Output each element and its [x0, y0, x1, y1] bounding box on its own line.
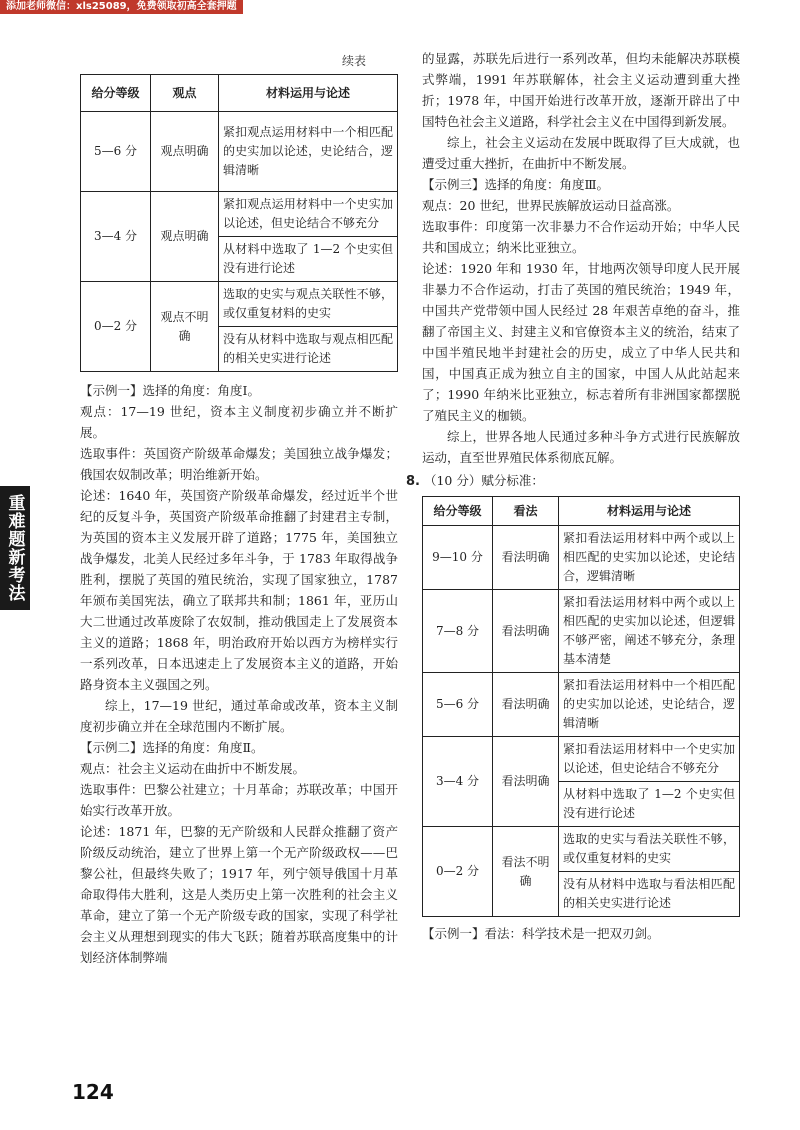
- example-2-view: 观点：社会主义运动在曲折中不断发展。: [80, 761, 306, 776]
- table-row: [81, 112, 398, 192]
- example-1-summary: 综上，17—19 世纪，通过革命或改革，资本主义制度初步确立并在全球范围内不断扩展。: [80, 698, 398, 734]
- grade-level-cell: 5—6 分: [423, 673, 493, 737]
- grade-level-cell: 3—4 分: [81, 192, 151, 282]
- example-2-title: 【示例二】选择的角度：角度Ⅱ。: [80, 740, 264, 755]
- criteria-cell: 紧扣看法运用材料中一个史实加以论述，但史论结合不够充分: [559, 737, 740, 782]
- table-row: [423, 737, 740, 782]
- criteria-cell: 紧扣看法运用材料中两个或以上相匹配的史实加以论述，但逻辑不够严密，阐述不够充分，条理基本清楚: [559, 590, 740, 673]
- table-header-cell: 看法: [493, 497, 559, 526]
- criteria-cell: 没有从材料中选取与看法相匹配的相关史实进行论述: [559, 872, 740, 917]
- view-cell: 看法明确: [493, 526, 559, 590]
- example-2-events: 选取事件：巴黎公社建立；十月革命；苏联改革；中国开始实行改革开放。: [80, 782, 398, 818]
- section-side-tab: 重难题新考法: [0, 486, 30, 610]
- view-cell: 看法不明确: [493, 827, 559, 917]
- grade-level-cell: 0—2 分: [423, 827, 493, 917]
- promo-watermark: 添加老师微信：xls25089，免费领取初高全套押题: [0, 0, 243, 14]
- criteria-cell: 紧扣观点运用材料中一个相匹配的史实加以论述，史论结合，逻辑清晰: [219, 112, 398, 192]
- table-row: [81, 282, 398, 327]
- example-3-argument: 论述：1920 年和 1930 年，甘地两次领导印度人民开展非暴力不合作运动，打击了英国的殖民统治；1949 年，中国共产党带领中国人民经过 28 年艰苦卓绝的奋斗，推翻了帝国主义、封建主义和官僚资本主义的统治，结束了中国半殖民地半封建社会的历史，成立了中华人民共和国，中国真正成为独立自主的国家，中国人从此站起来了；1990 年纳米比亚独立，标志着所有非洲国家都摆脱了殖民主义的枷锁。: [422, 261, 740, 423]
- criteria-cell: 选取的史实与看法关联性不够，或仅重复材料的史实: [559, 827, 740, 872]
- grading-table-1: [80, 74, 398, 372]
- view-cell: 看法明确: [493, 673, 559, 737]
- page-number: 124: [72, 1080, 114, 1104]
- criteria-cell: 没有从材料中选取与观点相匹配的相关史实进行论述: [219, 327, 398, 372]
- table-header-cell: 给分等级: [81, 75, 151, 112]
- grade-level-cell: 0—2 分: [81, 282, 151, 372]
- table-row: [423, 827, 740, 872]
- example-2-argument: 论述：1871 年，巴黎的无产阶级和人民群众推翻了资产阶级反动统治，建立了世界上第一个无产阶级政权——巴黎公社，但最终失败了；1917 年，列宁领导俄国十月革命取得伟大胜利，这是人类历史上第一次胜利的社会主义革命，建立了第一个无产阶级专政的国家，实现了科学社会主义从理想到现实的伟大飞跃；随着苏联高度集中的计划经济体制弊端: [80, 824, 398, 965]
- example-3-title: 【示例三】选择的角度：角度Ⅲ。: [422, 177, 610, 192]
- criteria-cell: 紧扣观点运用材料中一个史实加以论述，但史论结合不够充分: [219, 192, 398, 237]
- table-header-cell: 材料运用与论述: [559, 497, 740, 526]
- table-header-cell: 给分等级: [423, 497, 493, 526]
- criteria-cell: 从材料中选取了 1—2 个史实但没有进行论述: [559, 782, 740, 827]
- view-cell: 看法明确: [493, 590, 559, 673]
- table-row: [423, 673, 740, 737]
- table-row: [423, 590, 740, 673]
- example-1-title: 【示例一】选择的角度：角度Ⅰ。: [80, 383, 260, 398]
- table-row: [81, 192, 398, 237]
- question-8-example-1: 【示例一】看法：科学技术是一把双刃剑。: [422, 926, 660, 941]
- grade-level-cell: 5—6 分: [81, 112, 151, 192]
- example-3-summary: 综上，世界各地人民通过多种斗争方式进行民族解放运动，直至世界殖民体系彻底瓦解。: [422, 429, 740, 465]
- example-1-view: 观点：17—19 世纪，资本主义制度初步确立并不断扩展。: [80, 404, 398, 440]
- grade-level-cell: 7—8 分: [423, 590, 493, 673]
- question-number: 8.: [406, 474, 420, 489]
- example-1-argument: 论述：1640 年，英国资产阶级革命爆发，经过近半个世纪的反复斗争，英国资产阶级革命推翻了封建君主专制，为英国的资本主义发展开辟了道路；1775 年，美国独立战争爆发，北美人民经过多年斗争，于 1783 年取得战争胜利，摆脱了英国的殖民统治，实现了国家独立，1787 年颁布美国宪法，确立了联邦共和制；1861 年，亚历山大二世通过改革废除了农奴制，推动俄国走上了发展资本主义的道路；1868 年，明治政府开始以西方为榜样实行一系列改革，日本迅速走上了发展资本主义的道路，开始路身资本主义强国之列。: [80, 488, 398, 692]
- question-8-title: （10 分）赋分标准：: [423, 473, 544, 488]
- example-3-events: 选取事件：印度第一次非暴力不合作运动开始；中华人民共和国成立；纳米比亚独立。: [422, 219, 740, 255]
- example-2-argument-continued: 的显露，苏联先后进行一系列改革，但均未能解决苏联模式弊端，1991 年苏联解体，社会主义运动遭到重大挫折；1978 年，中国开始进行改革开放，逐渐开辟出了中国特色社会主义道路，科学社会主义在中国得到新发展。: [422, 51, 740, 129]
- criteria-cell: 选取的史实与观点关联性不够，或仅重复材料的史实: [219, 282, 398, 327]
- criteria-cell: 紧扣看法运用材料中两个或以上相匹配的史实加以论述，史论结合，逻辑清晰: [559, 526, 740, 590]
- example-1-events: 选取事件：英国资产阶级革命爆发；美国独立战争爆发；俄国农奴制改革；明治维新开始。: [80, 446, 398, 482]
- grading-table-2: [422, 496, 740, 917]
- table-row: [423, 526, 740, 590]
- criteria-cell: 紧扣看法运用材料中一个相匹配的史实加以论述，史论结合，逻辑清晰: [559, 673, 740, 737]
- table-header-cell: 观点: [151, 75, 219, 112]
- example-2-summary: 综上，社会主义运动在发展中既取得了巨大成就，也遭受过重大挫折，在曲折中不断发展。: [422, 135, 740, 171]
- view-cell: 观点明确: [151, 192, 219, 282]
- example-3-view: 观点：20 世纪，世界民族解放运动日益高涨。: [422, 198, 680, 213]
- view-cell: 看法明确: [493, 737, 559, 827]
- right-column: [406, 48, 740, 944]
- grade-level-cell: 9—10 分: [423, 526, 493, 590]
- criteria-cell: 从材料中选取了 1—2 个史实但没有进行论述: [219, 237, 398, 282]
- table-header-row: [81, 75, 398, 112]
- left-column: [80, 74, 398, 968]
- table-header-cell: 材料运用与论述: [219, 75, 398, 112]
- grade-level-cell: 3—4 分: [423, 737, 493, 827]
- view-cell: 观点明确: [151, 112, 219, 192]
- continued-label: 续表: [342, 54, 367, 68]
- view-cell: 观点不明确: [151, 282, 219, 372]
- question-8-heading: [406, 470, 740, 492]
- table-header-row: [423, 497, 740, 526]
